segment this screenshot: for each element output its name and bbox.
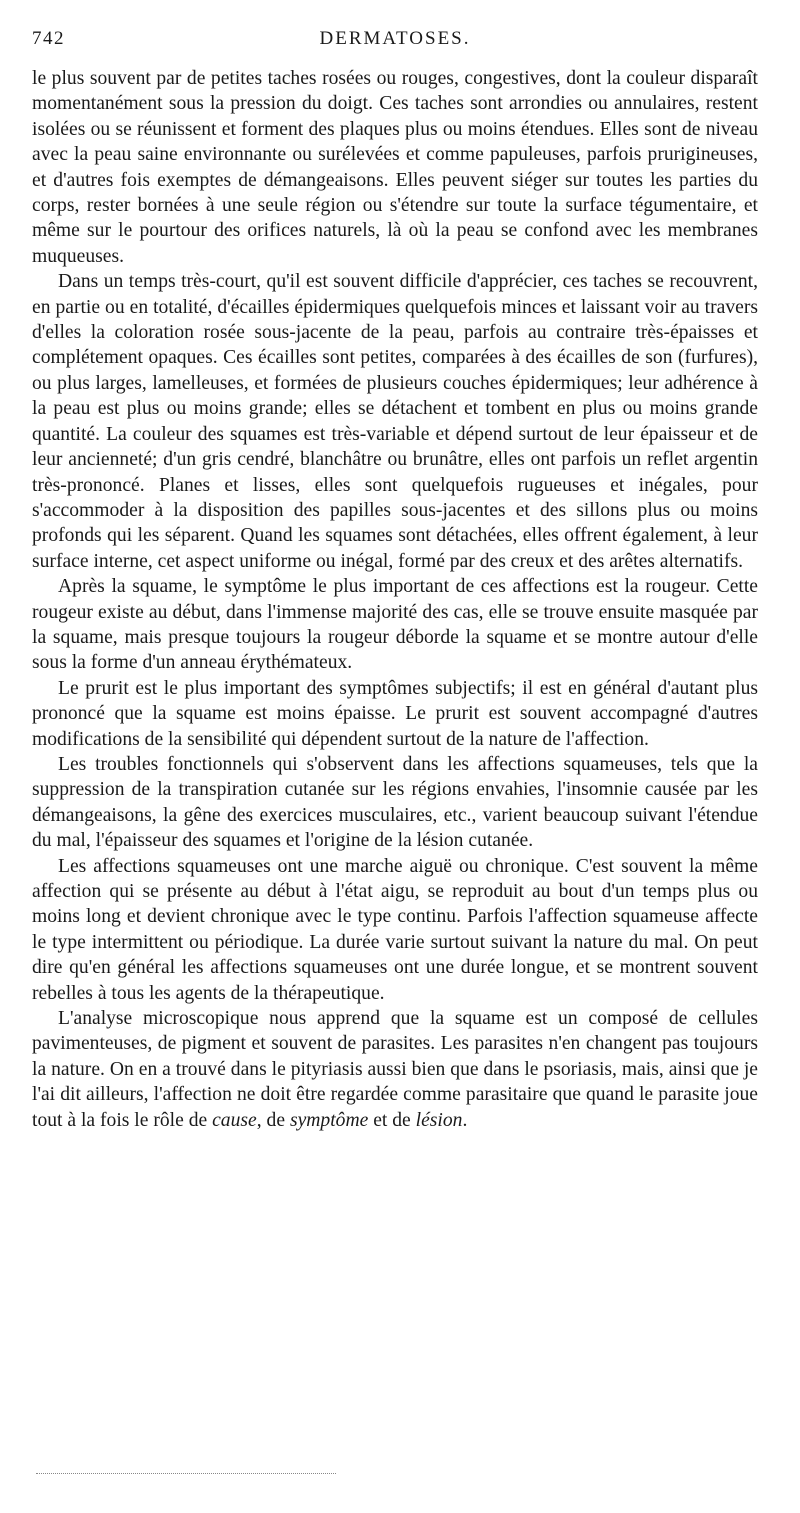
italic-cause: cause [212,1109,257,1131]
separator-1: , de [256,1109,290,1131]
paragraph-2: Dans un temps très-court, qu'il est souvent difficile d'apprécier, ces taches se recouvrent, en partie ou en totalité, d'écailles épidermiques quelquefois minces et laissant voir au travers d'elles la coloration rosée sous-jacente de la peau, parfois au contraire très-épaisses et complétement opaques. Ces écailles sont petites, comparées à des écailles de son (furfures), ou plus larges, lamelleuses, et formées de plusieurs couches épidermiques; leur adhérence à la peau est plus ou moins grande; elles se détachent et tombent en plus ou moins grande quantité. La couleur des squames est très-variable et dépend surtout de leur épaisseur et de leur ancienneté; d'un gris cendré, blanchâtre ou brunâtre, elles ont parfois un reflet argentin très-prononcé. Planes et lisses, elles sont quelquefois rugueuses et inégales, pour s'accommoder à la disposition des papilles sous-jacentes et des sillons plus ou moins profonds qui les séparent. Quand les squames sont détachées, elles offrent également, à leur surface interne, cet aspect uniforme ou inégal, formé par des creux et des arêtes alternatifs. [32,271,758,572]
body-text [32,66,758,1133]
italic-symptome: symptôme [289,1109,369,1131]
footer-rule [36,1473,336,1474]
paragraph-7 [32,1006,758,1133]
italic-lesion: lésion [415,1109,463,1131]
paragraph-7-end: . [462,1109,468,1131]
paragraph-6: Les affections squameuses ont une marche aiguë ou chronique. C'est souvent la même affection qui se présente au début à l'état aigu, se reproduit au bout d'un temps plus ou moins long et devient chronique avec le type continu. Parfois l'affection squameuse affecte le type intermittent ou périodique. La durée varie surtout suivant la nature du mal. On peut dire qu'en général les affections squameuses ont une durée longue, et se montrent souvent rebelles à tous les agents de la thérapeutique. [32,855,758,1004]
separator-2: et de [368,1109,416,1131]
document-page [32,28,758,1133]
running-title: DERMATOSES. [319,28,471,49]
paragraph-5: Les troubles fonctionnels qui s'observent dans les affections squameuses, tels que la suppression de la transpiration cutanée sur les régions envahies, l'insomnie causée par les démangeaisons, la gêne des exercices musculaires, etc., varient beaucoup suivant l'étendue du mal, l'épaisseur des squames et l'origine de la lésion cutanée. [32,753,758,852]
page-number: 742 [32,28,65,49]
paragraph-3: Après la squame, le symptôme le plus important de ces affections est la rougeur. Cette rougeur existe au début, dans l'immense majorité des cas, elle se trouve ensuite masquée par la squame, mais presque toujours la rougeur déborde la squame et se montre autour d'elle sous la forme d'un anneau érythémateux. [32,576,758,674]
paragraph-4: Le prurit est le plus important des symptômes subjectifs; il est en général d'autant plus prononcé que la squame est moins épaisse. Le prurit est souvent accompagné d'autres modifications de la sensibilité qui dépendent surtout de la nature de l'affection. [32,677,758,750]
paragraph-7-text: L'analyse microscopique nous apprend que la squame est un composé de cellules pavimenteuses, de pigment et souvent de parasites. Les parasites n'en changent pas toujours la nature. On en a trouvé dans le pityriasis aussi bien que dans le psoriasis, mais, ainsi que je l'ai dit ailleurs, l'affection ne doit être regardée comme parasitaire que quand le parasite joue tout à la fois le rôle de [32,1008,758,1131]
paragraph-1: le plus souvent par de petites taches rosées ou rouges, congestives, dont la couleur disparaît momentanément sous la pression du doigt. Ces taches sont arrondies ou annulaires, restent isolées ou se réunissent et forment des plaques plus ou moins étendues. Elles sont de niveau avec la peau saine environnante ou surélevées et comme papuleuses, parfois prurigineuses, et d'autres fois exemptes de démangeaisons. Elles peuvent siéger sur toutes les parties du corps, rester bornées à une seule région ou s'étendre sur toute la surface tégumentaire, et même sur le pourtour des orifices naturels, là où la peau se confond avec les membranes muqueuses. [32,68,758,267]
page-header [32,28,758,58]
